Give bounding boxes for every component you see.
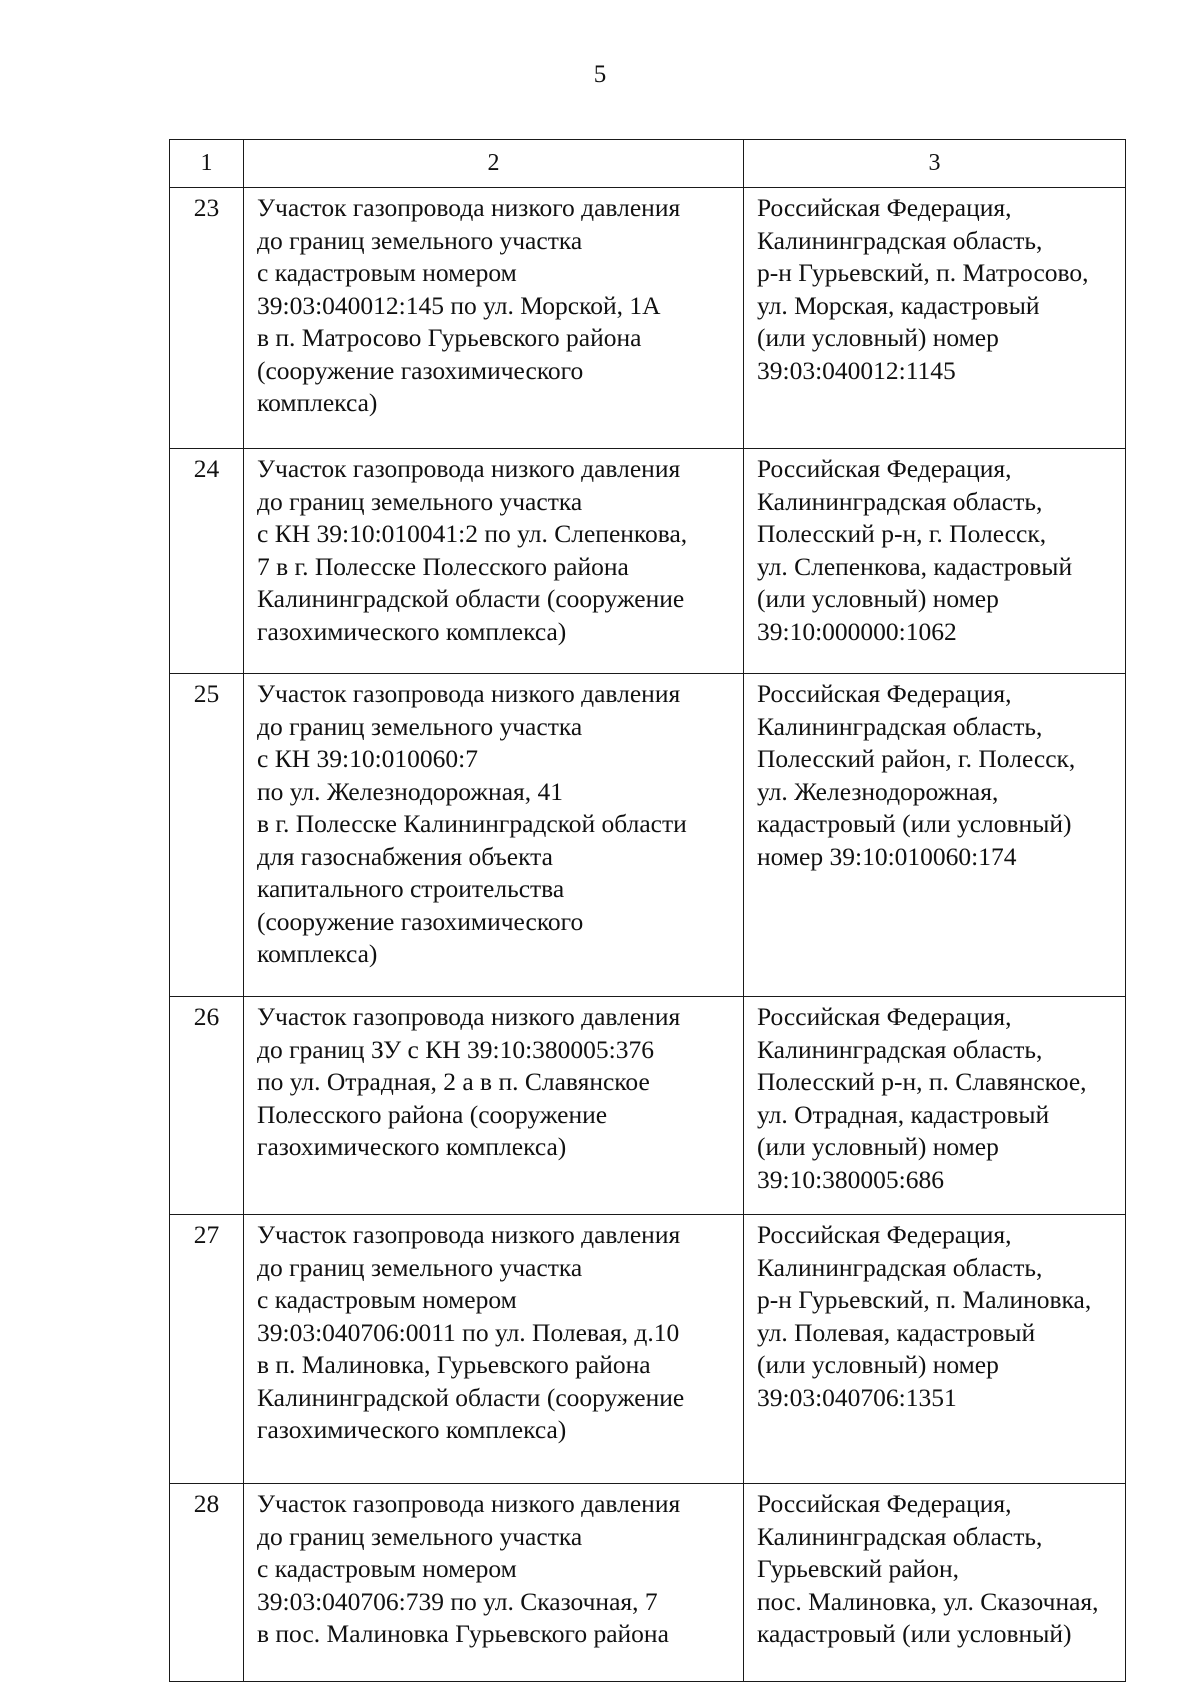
object-address: Российская Федерация, Калининградская область, Гурьевский район, пос. Малиновка, ул. Сказочная, кадастровый (или условный): [744, 1484, 1126, 1682]
object-address: Российская Федерация, Калининградская область, Полесский район, г. Полесск, ул. Железнодорожная, кадастровый (или условный) номер 39:10:010060:174: [744, 674, 1126, 997]
registry-table: [169, 139, 1126, 1682]
column-header-1: 1: [170, 140, 244, 188]
object-address: Российская Федерация, Калининградская область, Полесский р-н, п. Славянское, ул. Отрадная, кадастровый (или условный) номер 39:10:380005:686: [744, 997, 1126, 1215]
table-row: [170, 188, 1126, 449]
object-description: Участок газопровода низкого давления до границ земельного участка с кадастровым номером 39:03:040012:145 по ул. Морской, 1А в п. Матросово Гурьевского района (сооружение газохимического комплекса): [244, 188, 744, 449]
table-row: [170, 997, 1126, 1215]
object-description: Участок газопровода низкого давления до границ земельного участка с КН 39:10:010060:7 по ул. Железнодорожная, 41 в г. Полесске Калининградской области для газоснабжения объекта капитального строительства (сооружение газохимического комплекса): [244, 674, 744, 997]
object-description: Участок газопровода низкого давления до границ земельного участка с КН 39:10:010041:2 по ул. Слепенкова, 7 в г. Полесске Полесского района Калининградской области (сооружение газохимического комплекса): [244, 449, 744, 674]
row-number: 27: [170, 1215, 244, 1484]
object-address: Российская Федерация, Калининградская область, Полесский р-н, г. Полесск, ул. Слепенкова, кадастровый (или условный) номер 39:10:000000:1062: [744, 449, 1126, 674]
row-number: 23: [170, 188, 244, 449]
page-number: 5: [593, 61, 607, 88]
object-description: Участок газопровода низкого давления до границ ЗУ с КН 39:10:380005:376 по ул. Отрадная, 2 а в п. Славянское Полесского района (сооружение газохимического комплекса): [244, 997, 744, 1215]
table-row: [170, 1215, 1126, 1484]
row-number: 28: [170, 1484, 244, 1682]
object-address: Российская Федерация, Калининградская область, р-н Гурьевский, п. Малиновка, ул. Полевая, кадастровый (или условный) номер 39:03:040706:1351: [744, 1215, 1126, 1484]
table-header-row: [170, 140, 1126, 188]
row-number: 25: [170, 674, 244, 997]
table-row: [170, 674, 1126, 997]
column-header-2: 2: [244, 140, 744, 188]
column-header-3: 3: [744, 140, 1126, 188]
row-number: 24: [170, 449, 244, 674]
object-description: Участок газопровода низкого давления до границ земельного участка с кадастровым номером 39:03:040706:739 по ул. Сказочная, 7 в пос. Малиновка Гурьевского района: [244, 1484, 744, 1682]
object-address: Российская Федерация, Калининградская область, р-н Гурьевский, п. Матросово, ул. Морская, кадастровый (или условный) номер 39:03:040012:1145: [744, 188, 1126, 449]
object-description: Участок газопровода низкого давления до границ земельного участка с кадастровым номером 39:03:040706:0011 по ул. Полевая, д.10 в п. Малиновка, Гурьевского района Калининградской области (сооружение газохимического комплекса): [244, 1215, 744, 1484]
row-number: 26: [170, 997, 244, 1215]
table-row: [170, 1484, 1126, 1682]
table-row: [170, 449, 1126, 674]
